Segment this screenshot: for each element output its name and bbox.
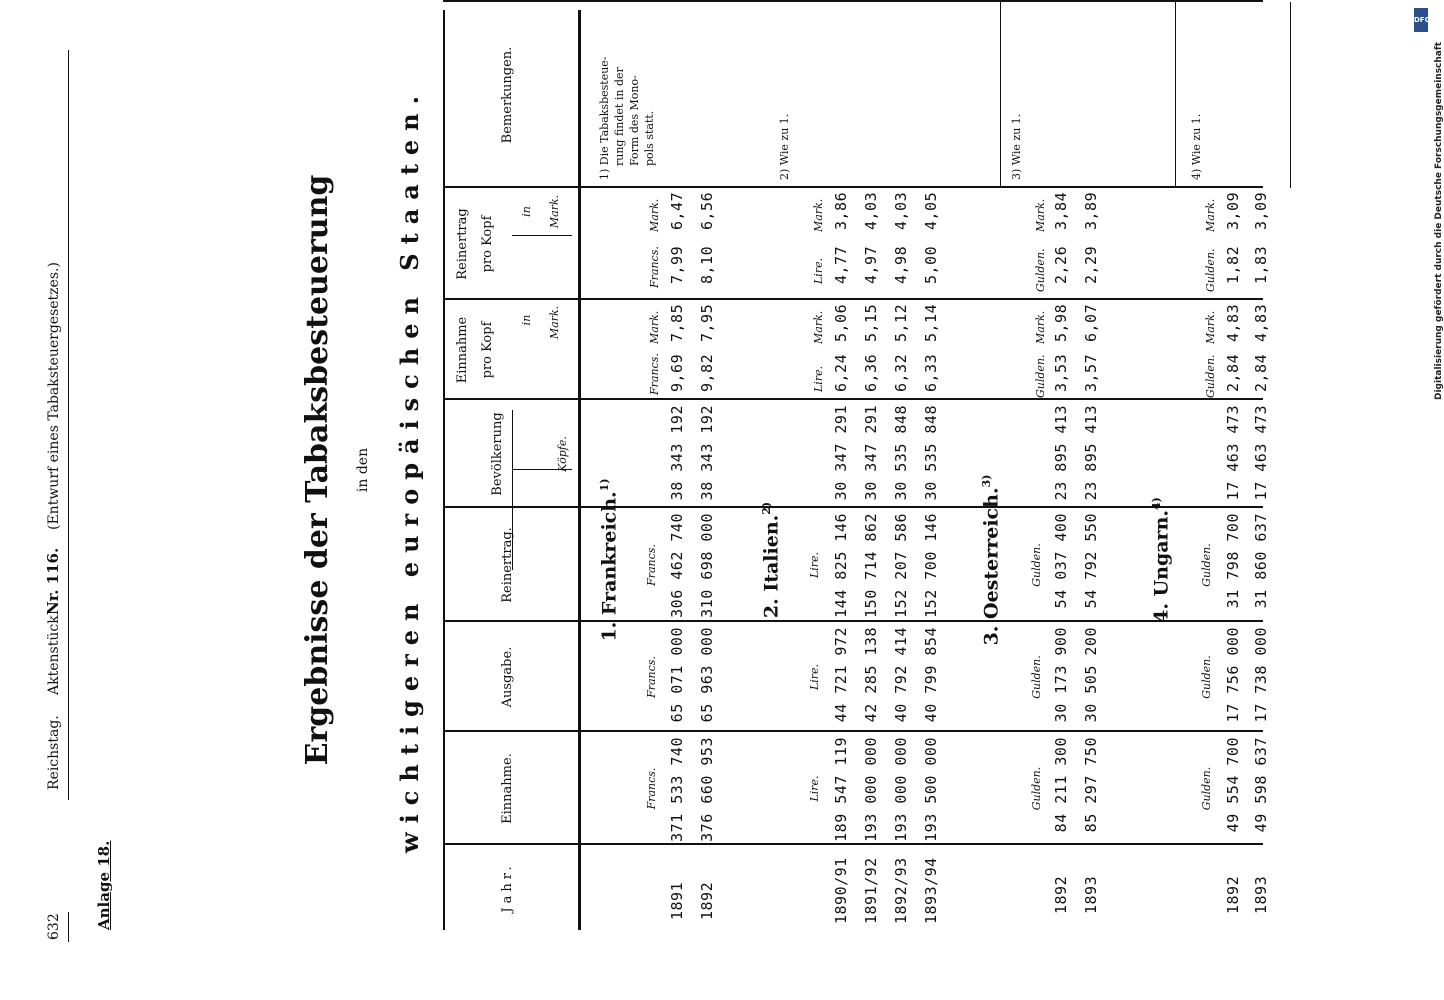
perkopf-sub-sep [512, 235, 572, 236]
table-cell: 150 714 862 [862, 513, 880, 618]
table-cell: 152 207 586 [892, 513, 910, 618]
table-cell: 38 343 192 [668, 405, 686, 501]
table-cell: 4,97 [862, 245, 880, 284]
col-header-bemerkungen: Bemerkungen. [500, 46, 515, 144]
page-title: Ergebnisse der Tabaksbesteuerung [300, 174, 335, 766]
table-cell: 2,26 [1052, 245, 1070, 284]
dfg-credit [1414, 8, 1444, 408]
table-cell: 31 798 700 [1224, 513, 1242, 609]
table-cell: 6,24 [832, 353, 850, 392]
table-cell: 5,98 [1052, 303, 1070, 342]
remark-1: 1) Die Tabaksbesteue- [598, 56, 611, 180]
table-row-jahr: 1891 [668, 881, 686, 920]
unit-label: Mark. [648, 310, 661, 344]
col-header-bevoelkerung: Bevölkerung [490, 412, 505, 496]
table-cell: 5,14 [922, 303, 940, 342]
table-cell: 65 963 000 [698, 627, 716, 723]
table-cell: 30 535 848 [892, 405, 910, 501]
unit-label: Gulden. [1204, 248, 1217, 292]
table-cell: 17 738 000 [1252, 627, 1270, 723]
remark-2: 2) Wie zu 1. [778, 113, 791, 180]
remark-3: 3) Wie zu 1. [1010, 113, 1023, 180]
table-cell: 84 211 300 [1052, 737, 1070, 833]
table-row-jahr: 1893/94 [922, 857, 940, 924]
table-cell: 5,00 [922, 245, 940, 284]
unit-label: Francs. [648, 353, 661, 395]
col-header-mark: Mark. [548, 305, 561, 340]
unit-label: Gulden. [1204, 354, 1217, 398]
table-cell: 30 347 291 [862, 405, 880, 501]
col-header-einnahme-kopf: Einnahme [455, 316, 470, 384]
col-sep [443, 0, 1263, 2]
col-header-einnahme-kopf-2: pro Kopf [480, 321, 495, 379]
col-header-reinertrag-kopf: Reinertrag [455, 208, 470, 280]
table-cell: 7,85 [668, 303, 686, 342]
table-cell: 6,36 [862, 353, 880, 392]
table-cell: 3,84 [1052, 191, 1070, 230]
col-sep [443, 186, 1263, 188]
table-cell: 4,98 [892, 245, 910, 284]
table-cell: 54 037 400 [1052, 513, 1070, 609]
remarks-sep [1290, 2, 1291, 188]
aktenstueck-number: Nr. 116. [44, 547, 62, 615]
table-cell: 7,95 [698, 303, 716, 342]
table-cell: 310 698 000 [698, 513, 716, 618]
unit-label: Mark. [1034, 310, 1047, 344]
table-cell: 5,15 [862, 303, 880, 342]
remark-1-line-2: rung findet in der [613, 67, 626, 166]
table-cell: 3,09 [1252, 191, 1270, 230]
dfg-logo: DFG [1414, 8, 1428, 32]
table-cell: 193 000 000 [892, 737, 910, 842]
col-header-koepfe: Köpfe. [556, 436, 569, 472]
table-cell: 44 721 972 [832, 627, 850, 723]
anlage-label: Anlage 18. [95, 840, 113, 930]
table-row-jahr: 1891/92 [862, 857, 880, 924]
unit-label: Francs. [648, 246, 661, 288]
table-cell: 9,82 [698, 353, 716, 392]
unit-label: Lire. [808, 775, 821, 802]
unit-label: Mark. [1034, 198, 1047, 232]
section-title: 4. Ungarn.$^{4)}$ [1150, 497, 1173, 623]
table-cell: 30 347 291 [832, 405, 850, 501]
table-cell: 3,86 [832, 191, 850, 230]
unit-label: Francs. [645, 544, 658, 586]
unit-label: Mark. [648, 198, 661, 232]
table-cell: 38 343 192 [698, 405, 716, 501]
table-cell: 4,83 [1252, 303, 1270, 342]
col-header-mark-2: Mark. [548, 194, 561, 229]
table-row-jahr: 1892 [1224, 875, 1242, 914]
col-header-reinertrag: Reinertrag. [500, 527, 515, 603]
table-cell: 4,77 [832, 245, 850, 284]
table-cell: 3,09 [1224, 191, 1242, 230]
table-cell: 49 554 700 [1224, 737, 1242, 833]
table-cell: 23 895 413 [1052, 405, 1070, 501]
unit-label: Gulden. [1200, 655, 1213, 699]
table-cell: 42 285 138 [862, 627, 880, 723]
table-row-jahr: 1890/91 [832, 857, 850, 924]
table-cell: 144 825 146 [832, 513, 850, 618]
table-cell: 31 860 637 [1252, 513, 1270, 609]
table-cell: 5,06 [832, 303, 850, 342]
table-cell: 54 792 550 [1082, 513, 1100, 609]
unit-label: Gulden. [1030, 655, 1043, 699]
table-cell: 3,89 [1082, 191, 1100, 230]
table-cell: 2,29 [1082, 245, 1100, 284]
unit-label: Gulden. [1034, 354, 1047, 398]
table-cell: 189 547 119 [832, 737, 850, 842]
table-cell: 17 463 473 [1224, 405, 1242, 501]
table-row-jahr: 1892 [698, 881, 716, 920]
table-cell: 9,69 [668, 353, 686, 392]
table-cell: 306 462 740 [668, 513, 686, 618]
table-cell: 3,53 [1052, 353, 1070, 392]
unit-label: Mark. [1204, 310, 1217, 344]
table-cell: 4,83 [1224, 303, 1242, 342]
table-cell: 193 500 000 [922, 737, 940, 842]
unit-label: Mark. [1204, 198, 1217, 232]
unit-label: Gulden. [1200, 543, 1213, 587]
table-cell: 5,12 [892, 303, 910, 342]
remark-4: 4) Wie zu 1. [1190, 113, 1203, 180]
table-cell: 6,56 [698, 191, 716, 230]
remarks-sep [1000, 2, 1001, 188]
table-cell: 8,10 [698, 245, 716, 284]
col-sep [443, 843, 1263, 845]
unit-label: Lire. [812, 365, 825, 392]
col-header-jahr: Jahr. [500, 862, 515, 913]
entwurf-note: (Entwurf eines Tabaksteuergesetzes.) [46, 262, 62, 530]
col-sep [443, 298, 1263, 300]
unit-label: Lire. [808, 663, 821, 691]
table-cell: 23 895 413 [1082, 405, 1100, 501]
table-cell: 40 792 414 [892, 627, 910, 723]
unit-label: Gulden. [1030, 543, 1043, 587]
page-number: 632 [46, 913, 62, 940]
table-cell: 17 756 000 [1224, 627, 1242, 723]
title-in-den: in den [355, 447, 371, 493]
table-cell: 85 297 750 [1082, 737, 1100, 833]
table-cell: 49 598 637 [1252, 737, 1270, 833]
rule [68, 912, 69, 942]
table-cell: 2,84 [1224, 353, 1242, 392]
unit-label: Francs. [645, 656, 658, 698]
aktenstueck-label: Aktenstück [46, 615, 62, 695]
remark-1-line-3: Form des Mono- [628, 75, 641, 166]
section-title: 2. Italien.$^{2)}$ [760, 501, 783, 619]
unit-label: Gulden. [1034, 248, 1047, 292]
table-cell: 3,57 [1082, 353, 1100, 392]
col-header-in: in [520, 314, 533, 326]
section-title: 3. Oesterreich.$^{3)}$ [980, 474, 1003, 646]
unit-label: Mark. [812, 310, 825, 344]
col-header-ausgabe: Ausgabe. [500, 646, 515, 708]
table-row-jahr: 1893 [1252, 875, 1270, 914]
unit-label: Mark. [812, 198, 825, 232]
table-cell: 30 535 848 [922, 405, 940, 501]
col-header-reinertrag-kopf-2: pro Kopf [480, 215, 495, 273]
table-cell: 193 000 000 [862, 737, 880, 842]
remarks-sep [1175, 2, 1176, 188]
col-header-in-2: in [520, 206, 533, 217]
unit-label: Lire. [812, 257, 825, 284]
unit-label: Francs. [645, 767, 658, 810]
unit-label: Gulden. [1200, 766, 1213, 811]
table-cell: 6,47 [668, 191, 686, 230]
table-cell: 4,05 [922, 191, 940, 230]
table-cell: 30 173 900 [1052, 627, 1070, 723]
col-header-einnahme: Einnahme. [500, 753, 515, 824]
remark-1-line-4: pols statt. [643, 110, 656, 166]
page-subtitle: wichtigeren europäischen Staaten. [395, 87, 424, 853]
unit-label: Gulden. [1030, 766, 1043, 811]
table-cell: 4,03 [862, 191, 880, 230]
table-cell: 65 071 000 [668, 627, 686, 723]
table-cell: 6,07 [1082, 303, 1100, 342]
table-cell: 40 799 854 [922, 627, 940, 723]
table-row-jahr: 1892 [1052, 875, 1070, 914]
table-cell: 376 660 953 [698, 737, 716, 842]
table-cell: 4,03 [892, 191, 910, 230]
table-cell: 2,84 [1252, 353, 1270, 392]
section-title: 1. Frankreich.$^{1)}$ [598, 478, 621, 642]
col-sep [443, 620, 1263, 622]
col-sep [443, 730, 1263, 732]
table-cell: 1,82 [1224, 245, 1242, 284]
rule [68, 50, 69, 800]
table-cell: 371 533 740 [668, 737, 686, 842]
table-cell: 6,33 [922, 353, 940, 392]
table-top-rule [443, 10, 445, 930]
table-row-jahr: 1892/93 [892, 857, 910, 924]
table-cell: 7,99 [668, 245, 686, 284]
dfg-credit-text: Digitalisierung gefördert durch die Deutsche Forschungsgemeinschaft [1434, 41, 1444, 400]
reichstag-label: Reichstag. [46, 715, 62, 790]
table-cell: 30 505 200 [1082, 627, 1100, 723]
table-cell: 6,32 [892, 353, 910, 392]
table-cell: 152 700 146 [922, 513, 940, 618]
table-cell: 17 463 473 [1252, 405, 1270, 501]
table-row-jahr: 1893 [1082, 875, 1100, 914]
unit-label: Lire. [808, 551, 821, 579]
table-cell: 1,83 [1252, 245, 1270, 284]
table-header-rule-2 [580, 10, 581, 930]
